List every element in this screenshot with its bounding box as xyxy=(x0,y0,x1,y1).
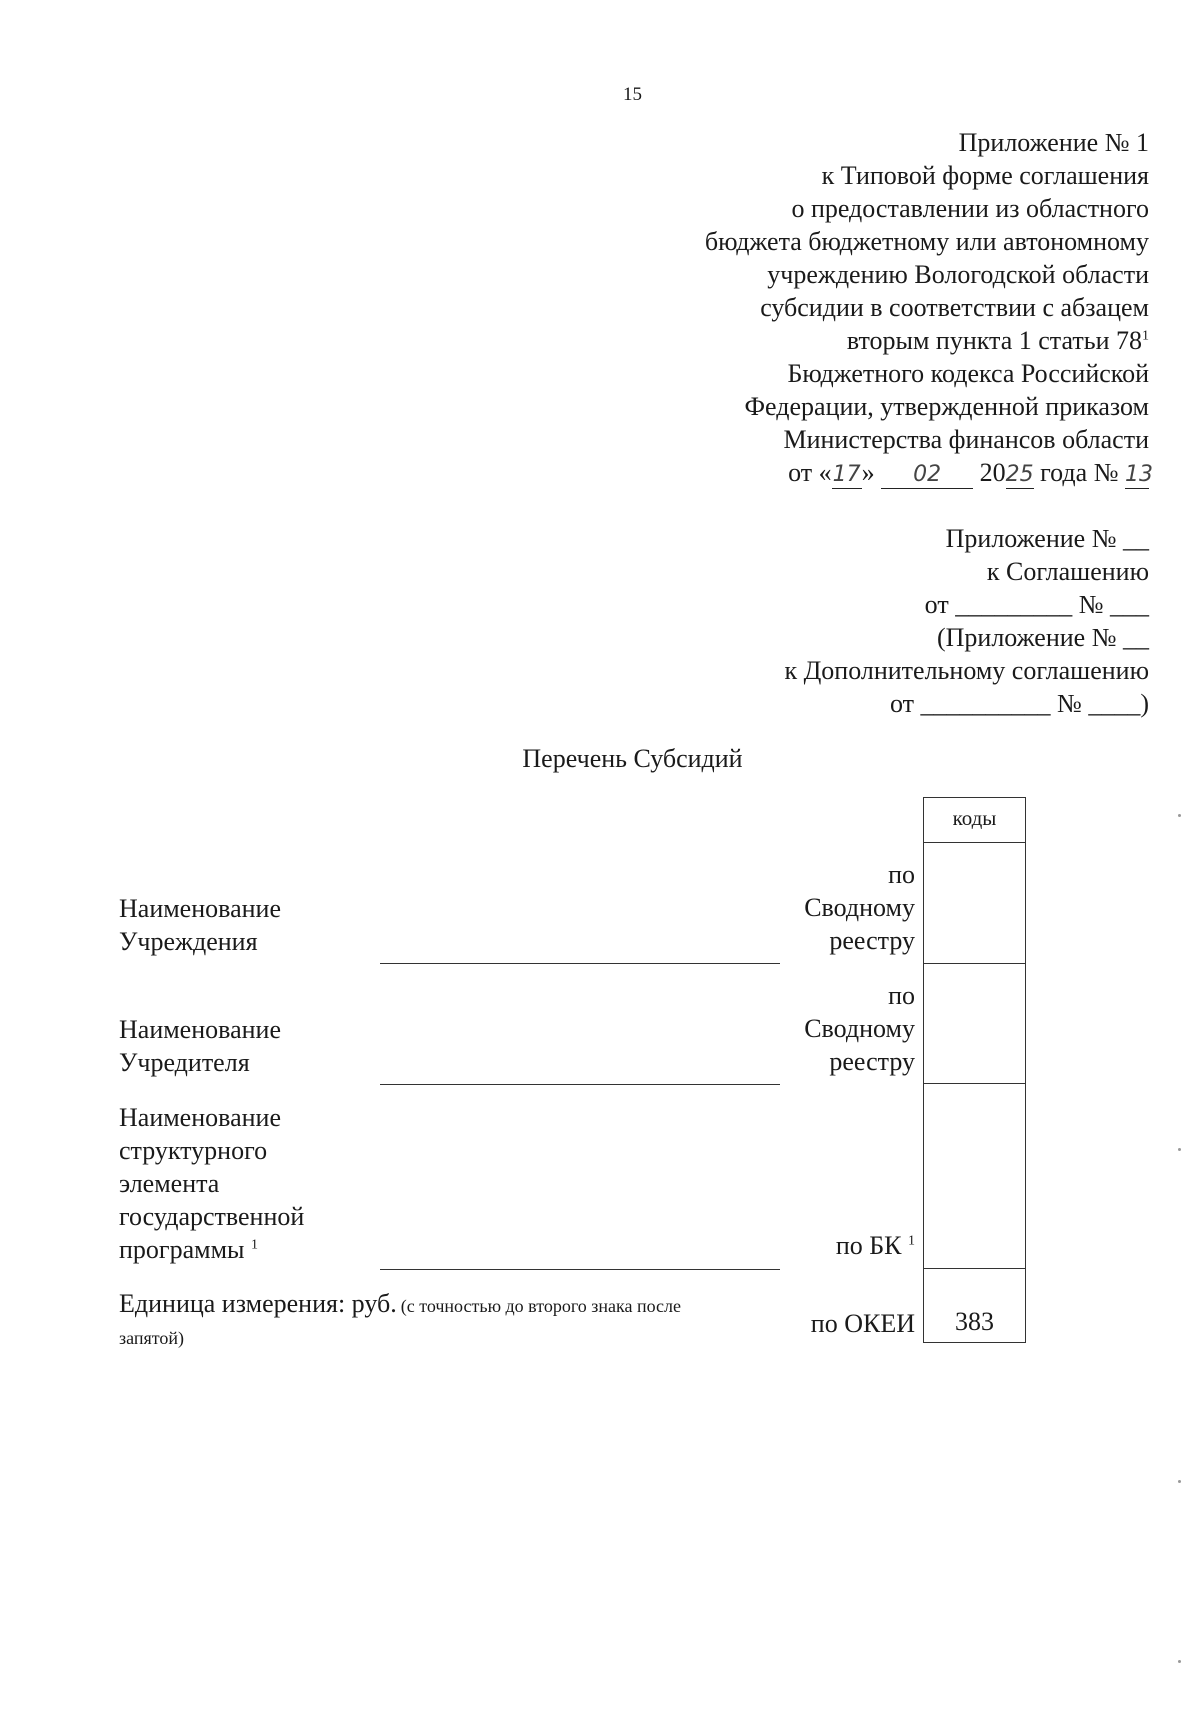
document-title: Перечень Субсидий xyxy=(522,744,743,773)
appendix-line-1: Приложение № __ xyxy=(945,524,1149,553)
founder-registry-label xyxy=(804,979,915,1078)
appendix-line-2: к Соглашению xyxy=(986,557,1149,586)
institution-label xyxy=(119,892,281,958)
page-number: 15 xyxy=(623,84,642,105)
founder-label xyxy=(119,1013,281,1079)
program-label-line-5-text: программы xyxy=(119,1235,245,1264)
date-month: 02 xyxy=(881,462,973,489)
date-year-suffix: 25 xyxy=(1005,462,1034,487)
doc-number: 13 xyxy=(1125,462,1153,487)
institution-registry-label xyxy=(804,858,915,957)
header-line-7 xyxy=(449,324,1149,357)
founder-fill-line xyxy=(380,1084,780,1085)
program-label xyxy=(119,1101,304,1266)
header-line-7-text: вторым пункта 1 статьи 78 xyxy=(846,326,1142,355)
header-line-10: Министерства финансов области xyxy=(783,425,1149,454)
founder-registry-line-3: реестру xyxy=(829,1047,915,1076)
unit-label xyxy=(119,1289,759,1353)
codes-table xyxy=(923,797,1026,1343)
institution-label-line-1: Наименование xyxy=(119,894,281,923)
unit-label-main: Единица измерения: руб. xyxy=(119,1289,397,1318)
unit-label-small-2: запятой) xyxy=(119,1328,185,1348)
program-bk-label xyxy=(836,1229,915,1262)
scan-speck xyxy=(1178,1480,1181,1483)
scan-speck xyxy=(1178,1660,1181,1663)
date-suffix: года № xyxy=(1040,458,1119,487)
codes-header: коды xyxy=(952,806,997,830)
founder-registry-line-1: по xyxy=(888,981,915,1010)
date-year-prefix: 20 xyxy=(979,458,1006,487)
unit-label-small-1: (с точностью до второго знака после xyxy=(400,1296,682,1316)
institution-registry-line-2: Сводному xyxy=(804,893,915,922)
approval-header xyxy=(449,126,1153,489)
appendix-line-3: от _________ № ___ xyxy=(924,590,1149,619)
program-bk-sup: 1 xyxy=(908,1233,915,1249)
appendix-line-6: от __________ № ____) xyxy=(890,689,1149,718)
institution-registry-line-3: реестру xyxy=(829,926,915,955)
date-day: 17 xyxy=(832,462,861,487)
program-label-line-4: государственной xyxy=(119,1202,305,1231)
institution-label-line-2: Учреждения xyxy=(119,927,258,956)
founder-label-line-2: Учредителя xyxy=(119,1048,250,1077)
codes-divider-3 xyxy=(923,1083,1026,1084)
appendix-line-4: (Приложение № __ xyxy=(936,623,1149,652)
header-line-1: Приложение № 1 xyxy=(958,128,1149,157)
header-line-2: к Типовой форме соглашения xyxy=(821,161,1149,190)
date-prefix: от « xyxy=(788,458,832,487)
codes-divider-4 xyxy=(923,1268,1026,1269)
program-label-line-2: структурного xyxy=(119,1136,268,1165)
institution-registry-line-1: по xyxy=(888,860,915,889)
codes-divider-2 xyxy=(923,963,1026,964)
program-label-line-1: Наименование xyxy=(119,1103,281,1132)
header-line-3: о предоставлении из областного xyxy=(791,194,1149,223)
header-line-8: Бюджетного кодекса Российской xyxy=(787,359,1149,388)
program-fill-line xyxy=(380,1269,780,1270)
date-mid: » xyxy=(861,458,875,487)
program-label-sup: 1 xyxy=(251,1237,258,1253)
header-date-line xyxy=(449,456,1153,489)
header-line-6: субсидии в соответствии с абзацем xyxy=(760,293,1149,322)
header-line-9: Федерации, утвержденной приказом xyxy=(744,392,1149,421)
scan-speck xyxy=(1178,814,1181,817)
header-line-5: учреждению Вологодской области xyxy=(767,260,1149,289)
header-line-4: бюджета бюджетному или автономному xyxy=(704,227,1149,256)
program-label-line-5 xyxy=(119,1233,304,1266)
scan-speck xyxy=(1178,1148,1181,1151)
institution-fill-line xyxy=(380,963,780,964)
okei-label: по ОКЕИ xyxy=(810,1309,915,1338)
program-bk-text: по БК xyxy=(835,1231,902,1260)
header-line-7-sup: 1 xyxy=(1142,328,1149,344)
program-label-line-3: элемента xyxy=(119,1169,220,1198)
appendix-block xyxy=(449,522,1149,720)
founder-label-line-1: Наименование xyxy=(119,1015,281,1044)
okei-code-value: 383 xyxy=(955,1307,994,1336)
founder-registry-line-2: Сводному xyxy=(804,1014,915,1043)
appendix-line-5: к Дополнительному соглашению xyxy=(784,656,1149,685)
codes-divider-1 xyxy=(923,842,1026,843)
